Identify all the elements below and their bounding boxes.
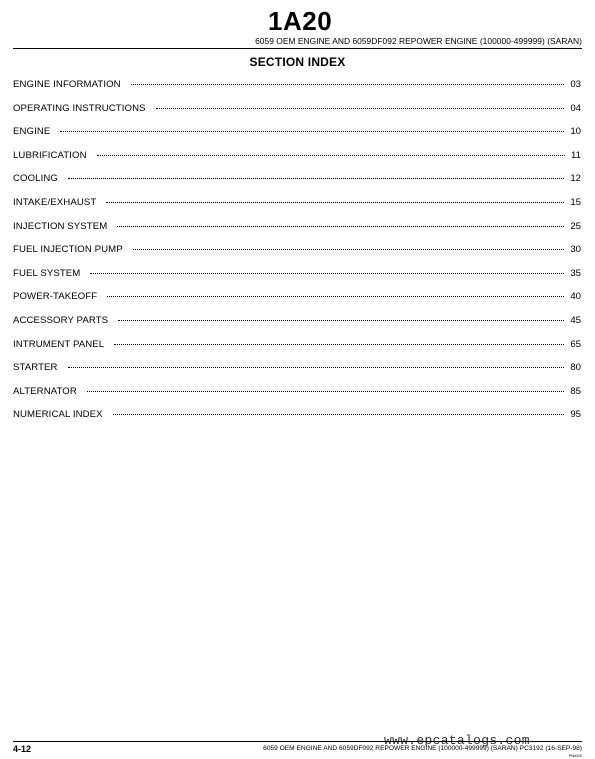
entry-page: 80 <box>570 362 581 374</box>
header-rule <box>13 48 582 49</box>
dot-leader <box>106 202 564 203</box>
section-title: SECTION INDEX <box>249 55 346 69</box>
dot-leader <box>156 108 565 109</box>
entry-page: 35 <box>570 267 581 279</box>
footer-page-number: 4-12 <box>13 744 32 754</box>
entry-page: 15 <box>570 196 581 208</box>
entry-label: STARTER <box>13 362 58 374</box>
index-entry-cooling[interactable] <box>13 173 581 197</box>
dot-leader <box>68 367 565 368</box>
entry-label: FUEL INJECTION PUMP <box>13 244 123 256</box>
dot-leader <box>97 155 565 156</box>
entry-label: ACCESSORY PARTS <box>13 314 109 326</box>
entry-label: INTAKE/EXHAUST <box>13 196 97 208</box>
dot-leader <box>113 414 565 415</box>
index-entry-alternator[interactable] <box>13 386 581 410</box>
entry-label: COOLING <box>13 173 58 185</box>
section-index-list <box>13 79 581 433</box>
dot-leader <box>107 296 564 297</box>
footer-rule <box>13 741 582 742</box>
index-entry-instrument-panel[interactable] <box>13 339 581 363</box>
index-entry-intake-exhaust[interactable] <box>13 197 581 221</box>
watermark: www.epcatalogs.com <box>384 733 530 748</box>
index-entry-fuel-system[interactable] <box>13 268 581 292</box>
dot-leader <box>131 84 565 85</box>
index-entry-fuel-injection-pump[interactable] <box>13 244 581 268</box>
index-entry-power-takeoff[interactable] <box>13 291 581 315</box>
dot-leader <box>133 249 565 250</box>
entry-label: OPERATING INSTRUCTIONS <box>13 102 146 114</box>
dot-leader <box>114 344 564 345</box>
entry-page: 10 <box>570 126 581 138</box>
dot-leader <box>60 131 564 132</box>
entry-label: INTRUMENT PANEL <box>13 338 105 350</box>
entry-page: 30 <box>570 244 581 256</box>
index-entry-engine-information[interactable] <box>13 79 581 103</box>
index-entry-lubrification[interactable] <box>13 150 581 174</box>
entry-label: POWER-TAKEOFF <box>13 291 98 303</box>
dot-leader <box>118 320 564 321</box>
entry-page: 25 <box>570 220 581 232</box>
entry-page: 40 <box>570 291 581 303</box>
entry-page: 12 <box>570 173 581 185</box>
entry-page: 03 <box>570 79 581 90</box>
index-entry-accessory-parts[interactable] <box>13 315 581 339</box>
document-subtitle: 6059 OEM ENGINE AND 6059DF092 REPOWER ENGINE (100000-499999) (SARAN) <box>255 36 582 46</box>
entry-page: 45 <box>570 314 581 326</box>
entry-label: ENGINE INFORMATION <box>13 79 121 90</box>
entry-label: FUEL SYSTEM <box>13 267 81 279</box>
entry-page: 85 <box>570 385 581 397</box>
index-entry-injection-system[interactable] <box>13 221 581 245</box>
entry-page: 11 <box>571 149 581 161</box>
dot-leader <box>90 273 564 274</box>
index-entry-numerical-index[interactable] <box>13 409 581 433</box>
dot-leader <box>117 226 564 227</box>
entry-page: 65 <box>570 338 581 350</box>
dot-leader <box>68 178 564 179</box>
footer-code: PNet20 <box>568 753 582 758</box>
document-code: 1A20 <box>268 6 333 36</box>
index-entry-engine[interactable] <box>13 126 581 150</box>
index-entry-operating-instructions[interactable] <box>13 103 581 127</box>
entry-label: NUMERICAL INDEX <box>13 409 103 421</box>
entry-label: LUBRIFICATION <box>13 149 87 161</box>
entry-page: 04 <box>570 102 581 114</box>
entry-label: ENGINE <box>13 126 51 138</box>
dot-leader <box>87 391 564 392</box>
entry-label: INJECTION SYSTEM <box>13 220 108 232</box>
footer-text: 6059 OEM ENGINE AND 6059DF092 REPOWER ENGINE (100000-499999) (SARAN) PC3192 (16-SEP-98) <box>263 745 582 752</box>
entry-page: 95 <box>570 409 581 421</box>
index-entry-starter[interactable] <box>13 362 581 386</box>
entry-label: ALTERNATOR <box>13 385 77 397</box>
